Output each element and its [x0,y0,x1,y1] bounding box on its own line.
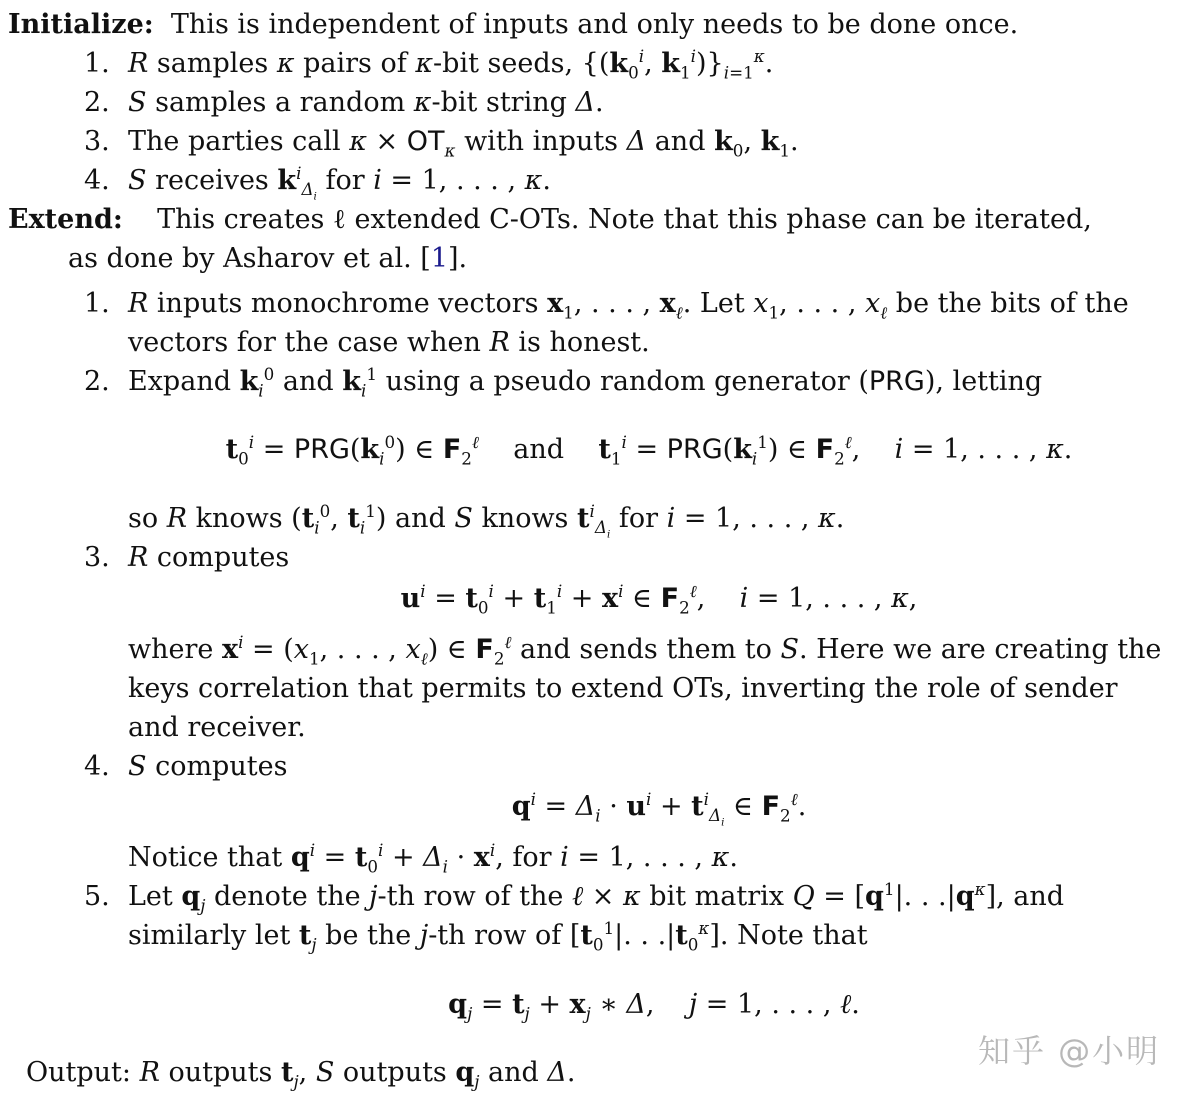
initialize-heading: Initialize: [8,9,154,40]
step-number: 2. [84,366,110,397]
init-step-2: 2. S samples a random κ-bit string Δ. [84,87,604,118]
citation-link[interactable]: 1 [430,243,449,274]
step-number: 1. [84,48,110,79]
equation-prg: $t_0^i = PRG(k_i^0)$ ∈ $F_2^\ell$ and $t_1^i = PRG(k_i^1)$ ∈ $F_2^\ell$, i = 1, . . . , κ. [225,432,1073,469]
extend-step-4-line2: Notice that $q^i = t_0^i + \Delta_i \cdot x^i$, for i = 1, . . . , κ. [128,840,738,877]
init-step-1: 1. R samples κ pairs of κ-bit seeds, {($k_0^i$, $k_1^i)\}_{i=1}^\kappa$. [84,46,774,83]
extend-step-3-line4: and receiver. [128,712,306,743]
step-number: 4. [84,751,110,782]
extend-step-2: 2. Expand $k_i^0$ and $k_i^1$ using a pseudo random generator (PRG), letting [84,364,1043,401]
extend-paragraph-line2 [68,242,467,276]
extend-step-3: 3. R computes [84,542,290,573]
watermark: 知乎 @小明 [978,1032,1161,1070]
extend-step-4: 4. S computes [84,751,288,782]
extend-step-1: 1. R inputs monochrome vectors $x_1$, . . . , $x_\ell$. Let $x_1$, . . . , $x_\ell$ be the bits of the [84,288,1129,323]
initialize-paragraph [8,8,1018,42]
extend-heading: Extend: [8,204,123,235]
extend-step-1-line2: vectors for the case when R is honest. [128,327,650,358]
equation-qj: $q_j = t_j + x_j$ ∗ Δ, j = 1, . . . , ℓ. [448,989,860,1024]
extend-step-5-line2: similarly let $t_j$ be the j-th row of [$t_0^1|$. . $.|t_0^\kappa$]. Note that [128,918,868,955]
step-number: 3. [84,542,110,573]
extend-step-3-line3: keys correlation that permits to extend OTs, inverting the role of sender [128,673,1118,704]
step-number: 5. [84,881,110,912]
extend-text-2: as done by Asharov et al. [ [68,243,431,274]
init-step-4: 4. S receives $k^i_{\Delta_i}$ for i = 1, . . . , κ. [84,163,551,203]
extend-paragraph [8,203,1092,237]
extend-step-3-line2: where $x^i = (x_1$, . . . , $x_\ell$) ∈ $F_2^\ell$ and sends them to S. Here we are creating the [128,632,1162,669]
extend-step-5: 5. Let $q_j$ denote the j-th row of the ℓ × κ bit matrix $Q = [q^1|$. . $.|q^\kappa$], and [84,879,1065,916]
output-line: Output: R outputs $t_j$, S outputs $q_j$ and Δ. [26,1057,576,1092]
step-number: 4. [84,165,110,196]
equation-u: $u^i = t_0^i + t_1^i + x^i$ ∈ $F_2^\ell$, i = 1, . . . , κ, [400,581,918,618]
equation-q: $q^i = \Delta_i \cdot u^i + t^i_{\Delta_i}$ ∈ $F_2^\ell$. [511,789,807,829]
extend-text-3: ]. [448,243,468,274]
init-step-3: 3. The parties call $\kappa \times OT_\kappa$ with inputs Δ and $k_0$, $k_1$. [84,126,799,161]
extend-text: This creates ℓ extended C-OTs. Note that this phase can be iterated, [157,204,1092,235]
step-number: 1. [84,288,110,319]
step-number: 3. [84,126,110,157]
initialize-text: This is independent of inputs and only needs to be done once. [170,9,1019,40]
step-number: 2. [84,87,110,118]
extend-step-2-line2: so R knows ($t_i^0$, $t_i^1$) and S knows $t^i_{\Delta_i}$ for i = 1, . . . , κ. [128,501,845,541]
